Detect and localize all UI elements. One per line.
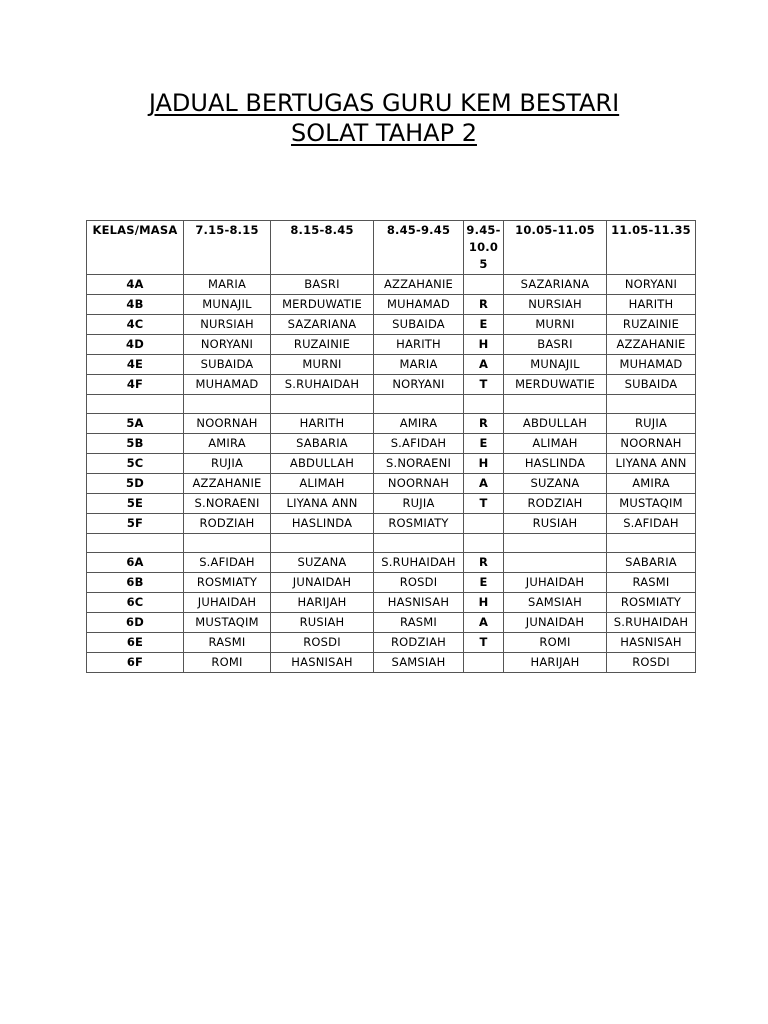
class-cell: 5F [87, 514, 184, 534]
teacher-cell: ROSMIATY [184, 573, 271, 593]
teacher-cell: A [464, 613, 504, 633]
teacher-cell: MUHAMAD [374, 295, 464, 315]
teacher-cell: S.NORAENI [374, 454, 464, 474]
teacher-cell [184, 534, 271, 553]
table-body [87, 275, 696, 673]
teacher-cell: ROMI [504, 633, 607, 653]
teacher-cell: T [464, 494, 504, 514]
teacher-cell: SUZANA [504, 474, 607, 494]
teacher-cell: S.RUHAIDAH [607, 613, 696, 633]
teacher-cell: RUZAINIE [271, 335, 374, 355]
teacher-cell: S.AFIDAH [374, 434, 464, 454]
teacher-cell: HASLINDA [504, 454, 607, 474]
teacher-cell: AMIRA [184, 434, 271, 454]
teacher-cell: HARIJAH [504, 653, 607, 673]
page-title [0, 88, 768, 148]
teacher-cell [504, 553, 607, 573]
teacher-cell: S.AFIDAH [184, 553, 271, 573]
teacher-cell: NOORNAH [184, 414, 271, 434]
teacher-cell: MERDUWATIE [504, 375, 607, 395]
teacher-cell: E [464, 315, 504, 335]
teacher-cell: SAZARIANA [504, 275, 607, 295]
teacher-cell: MUNAJIL [184, 295, 271, 315]
column-header: 11.05-11.35 [607, 221, 696, 275]
teacher-cell: RUJIA [374, 494, 464, 514]
teacher-cell: HARITH [271, 414, 374, 434]
class-cell: 6C [87, 593, 184, 613]
teacher-cell: ROSMIATY [374, 514, 464, 534]
teacher-cell: RODZIAH [504, 494, 607, 514]
teacher-cell: MUHAMAD [607, 355, 696, 375]
teacher-cell: LIYANA ANN [271, 494, 374, 514]
column-header: 8.15-8.45 [271, 221, 374, 275]
teacher-cell: E [464, 434, 504, 454]
teacher-cell: ROMI [184, 653, 271, 673]
teacher-cell: SUBAIDA [184, 355, 271, 375]
teacher-cell: NOORNAH [374, 474, 464, 494]
class-cell: 6B [87, 573, 184, 593]
table-row [87, 534, 696, 553]
column-header: 10.05-11.05 [504, 221, 607, 275]
teacher-cell: RUSIAH [271, 613, 374, 633]
teacher-cell: ROSMIATY [607, 593, 696, 613]
teacher-cell: MUHAMAD [184, 375, 271, 395]
class-cell: 4F [87, 375, 184, 395]
class-cell: 6E [87, 633, 184, 653]
teacher-cell: NURSIAH [504, 295, 607, 315]
class-cell: 5C [87, 454, 184, 474]
column-header: KELAS/MASA [87, 221, 184, 275]
teacher-cell: ABDULLAH [504, 414, 607, 434]
class-cell [87, 395, 184, 414]
teacher-cell [464, 275, 504, 295]
teacher-cell [607, 395, 696, 414]
teacher-cell: AZZAHANIE [184, 474, 271, 494]
teacher-cell: JUNAIDAH [504, 613, 607, 633]
teacher-cell: SUBAIDA [607, 375, 696, 395]
teacher-cell: HARIJAH [271, 593, 374, 613]
class-cell: 6D [87, 613, 184, 633]
class-cell: 4E [87, 355, 184, 375]
teacher-cell [504, 534, 607, 553]
table-row [87, 514, 696, 534]
class-cell: 5B [87, 434, 184, 454]
teacher-cell: ABDULLAH [271, 454, 374, 474]
teacher-cell: NOORNAH [607, 434, 696, 454]
teacher-cell: ROSDI [374, 573, 464, 593]
teacher-cell [184, 395, 271, 414]
table-row [87, 553, 696, 573]
teacher-cell: NORYANI [184, 335, 271, 355]
class-cell: 6A [87, 553, 184, 573]
class-cell: 4D [87, 335, 184, 355]
teacher-cell: SAZARIANA [271, 315, 374, 335]
class-cell: 4A [87, 275, 184, 295]
teacher-cell [464, 653, 504, 673]
teacher-cell [271, 395, 374, 414]
teacher-cell: AMIRA [607, 474, 696, 494]
class-cell: 5D [87, 474, 184, 494]
teacher-cell: R [464, 414, 504, 434]
table-row [87, 494, 696, 514]
title-line-1: JADUAL BERTUGAS GURU KEM BESTARI [148, 89, 620, 117]
teacher-cell: RUZAINIE [607, 315, 696, 335]
teacher-cell: MURNI [504, 315, 607, 335]
teacher-cell [464, 534, 504, 553]
teacher-cell: HARITH [607, 295, 696, 315]
teacher-cell: ALIMAH [271, 474, 374, 494]
teacher-cell: MARIA [374, 355, 464, 375]
teacher-cell: H [464, 454, 504, 474]
teacher-cell: H [464, 335, 504, 355]
table-row [87, 593, 696, 613]
teacher-cell: RASMI [374, 613, 464, 633]
table-row [87, 335, 696, 355]
teacher-cell: AZZAHANIE [607, 335, 696, 355]
teacher-cell: ALIMAH [504, 434, 607, 454]
table-row [87, 613, 696, 633]
table-row [87, 434, 696, 454]
teacher-cell: MUNAJIL [504, 355, 607, 375]
teacher-cell [607, 534, 696, 553]
teacher-cell: RODZIAH [184, 514, 271, 534]
teacher-cell: RUSIAH [504, 514, 607, 534]
teacher-cell: RODZIAH [374, 633, 464, 653]
teacher-cell [504, 395, 607, 414]
table-row [87, 395, 696, 414]
teacher-cell: T [464, 375, 504, 395]
table-row [87, 454, 696, 474]
teacher-cell: SAMSIAH [504, 593, 607, 613]
teacher-cell: MUSTAQIM [184, 613, 271, 633]
teacher-cell: MERDUWATIE [271, 295, 374, 315]
teacher-cell: AZZAHANIE [374, 275, 464, 295]
table-row [87, 375, 696, 395]
teacher-cell: LIYANA ANN [607, 454, 696, 474]
teacher-cell [374, 534, 464, 553]
column-header: 8.45-9.45 [374, 221, 464, 275]
teacher-cell: ROSDI [607, 653, 696, 673]
teacher-cell: E [464, 573, 504, 593]
teacher-cell: AMIRA [374, 414, 464, 434]
class-cell: 5E [87, 494, 184, 514]
table-row [87, 573, 696, 593]
class-cell: 5A [87, 414, 184, 434]
teacher-cell: SABARIA [271, 434, 374, 454]
table-row [87, 295, 696, 315]
teacher-cell: HASNISAH [607, 633, 696, 653]
column-header: 7.15-8.15 [184, 221, 271, 275]
column-header: 9.45-10.05 [464, 221, 504, 275]
teacher-cell: ROSDI [271, 633, 374, 653]
teacher-cell: MURNI [271, 355, 374, 375]
teacher-cell: S.NORAENI [184, 494, 271, 514]
teacher-cell: NURSIAH [184, 315, 271, 335]
teacher-cell: A [464, 474, 504, 494]
teacher-cell: RUJIA [184, 454, 271, 474]
table-row [87, 275, 696, 295]
table-row [87, 355, 696, 375]
teacher-cell: HASLINDA [271, 514, 374, 534]
class-cell: 4C [87, 315, 184, 335]
teacher-cell: JUHAIDAH [504, 573, 607, 593]
teacher-cell: BASRI [271, 275, 374, 295]
teacher-cell: SAMSIAH [374, 653, 464, 673]
teacher-cell [464, 514, 504, 534]
table-row [87, 653, 696, 673]
teacher-cell: HASNISAH [374, 593, 464, 613]
teacher-cell [271, 534, 374, 553]
teacher-cell: H [464, 593, 504, 613]
teacher-cell: S.RUHAIDAH [271, 375, 374, 395]
teacher-cell: NORYANI [374, 375, 464, 395]
teacher-cell: MUSTAQIM [607, 494, 696, 514]
teacher-cell: RASMI [607, 573, 696, 593]
table-row [87, 315, 696, 335]
teacher-cell: R [464, 553, 504, 573]
class-cell: 6F [87, 653, 184, 673]
teacher-cell: S.AFIDAH [607, 514, 696, 534]
teacher-cell: S.RUHAIDAH [374, 553, 464, 573]
class-cell: 4B [87, 295, 184, 315]
title-line-2: SOLAT TAHAP 2 [291, 119, 477, 147]
table-row [87, 414, 696, 434]
header-row [87, 221, 696, 275]
teacher-cell: A [464, 355, 504, 375]
teacher-cell: JUHAIDAH [184, 593, 271, 613]
teacher-cell [374, 395, 464, 414]
teacher-cell: HASNISAH [271, 653, 374, 673]
teacher-cell: RASMI [184, 633, 271, 653]
teacher-cell: MARIA [184, 275, 271, 295]
teacher-cell: SABARIA [607, 553, 696, 573]
teacher-cell: RUJIA [607, 414, 696, 434]
teacher-cell: SUZANA [271, 553, 374, 573]
teacher-cell: JUNAIDAH [271, 573, 374, 593]
table-row [87, 633, 696, 653]
class-cell [87, 534, 184, 553]
table-row [87, 474, 696, 494]
teacher-cell: T [464, 633, 504, 653]
teacher-cell: HARITH [374, 335, 464, 355]
table-header [87, 221, 696, 275]
teacher-cell: R [464, 295, 504, 315]
teacher-cell [464, 395, 504, 414]
teacher-cell: NORYANI [607, 275, 696, 295]
teacher-cell: BASRI [504, 335, 607, 355]
duty-schedule-table [86, 220, 696, 673]
teacher-cell: SUBAIDA [374, 315, 464, 335]
